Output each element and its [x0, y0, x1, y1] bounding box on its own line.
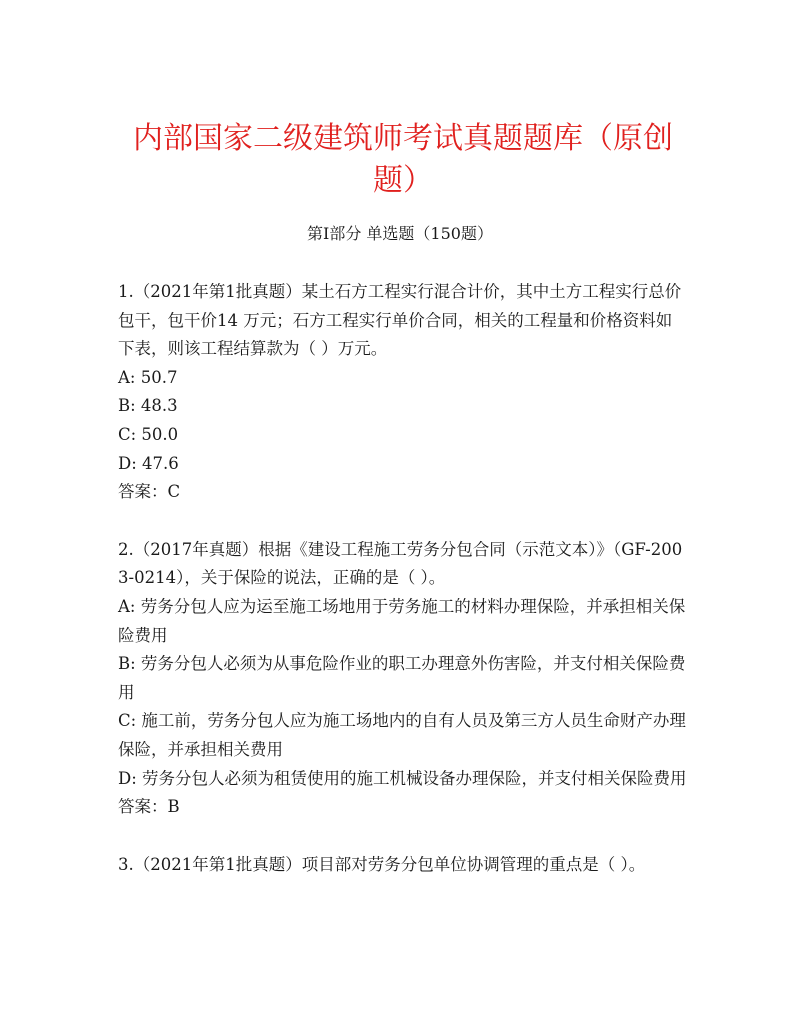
option-c: C: 50.0	[118, 424, 179, 444]
option-d: D: 47.6	[118, 453, 179, 473]
answer: 答案：C	[118, 482, 181, 502]
answer: 答案：B	[118, 797, 180, 817]
question-2	[118, 536, 688, 822]
question-list	[118, 278, 688, 908]
option-a: A: 劳务分包人应为运至施工场地用于劳务施工的材料办理保险，并承担相关保险费用	[118, 596, 686, 645]
document-title: 内部国家二级建筑师考试真题题库（原创题）	[133, 121, 673, 198]
option-b: B: 48.3	[118, 396, 178, 416]
question-stem: 1.（2021年第1批真题）某土石方工程实行混合计价，其中土方工程实行总价包干，包干价14 万元；石方工程实行单价合同，相关的工程量和价格资料如下表，则该工程结算款为（ ）万元。	[118, 282, 682, 359]
section-title: 第Ⅰ部分 单选题（150题）	[307, 224, 493, 243]
option-c: C: 施工前，劳务分包人应为施工场地内的自有人员及第三方人员生命财产办理保险，并承担相关费用	[118, 711, 686, 759]
question-stem: 2.（2017年真题）根据《建设工程施工劳务分包合同（示范文本）》（GF-2003-0214），关于保险的说法，正确的是（ ）。	[118, 539, 683, 588]
option-a: A: 50.7	[118, 367, 178, 387]
question-3	[118, 851, 688, 880]
question-1	[118, 278, 688, 507]
option-d: D: 劳务分包人必须为租赁使用的施工机械设备办理保险，并支付相关保险费用	[118, 768, 687, 788]
option-b: B: 劳务分包人必须为从事危险作业的职工办理意外伤害险，并支付相关保险费用	[118, 654, 686, 702]
question-stem: 3.（2021年第1批真题）项目部对劳务分包单位协调管理的重点是（ ）。	[118, 854, 646, 874]
